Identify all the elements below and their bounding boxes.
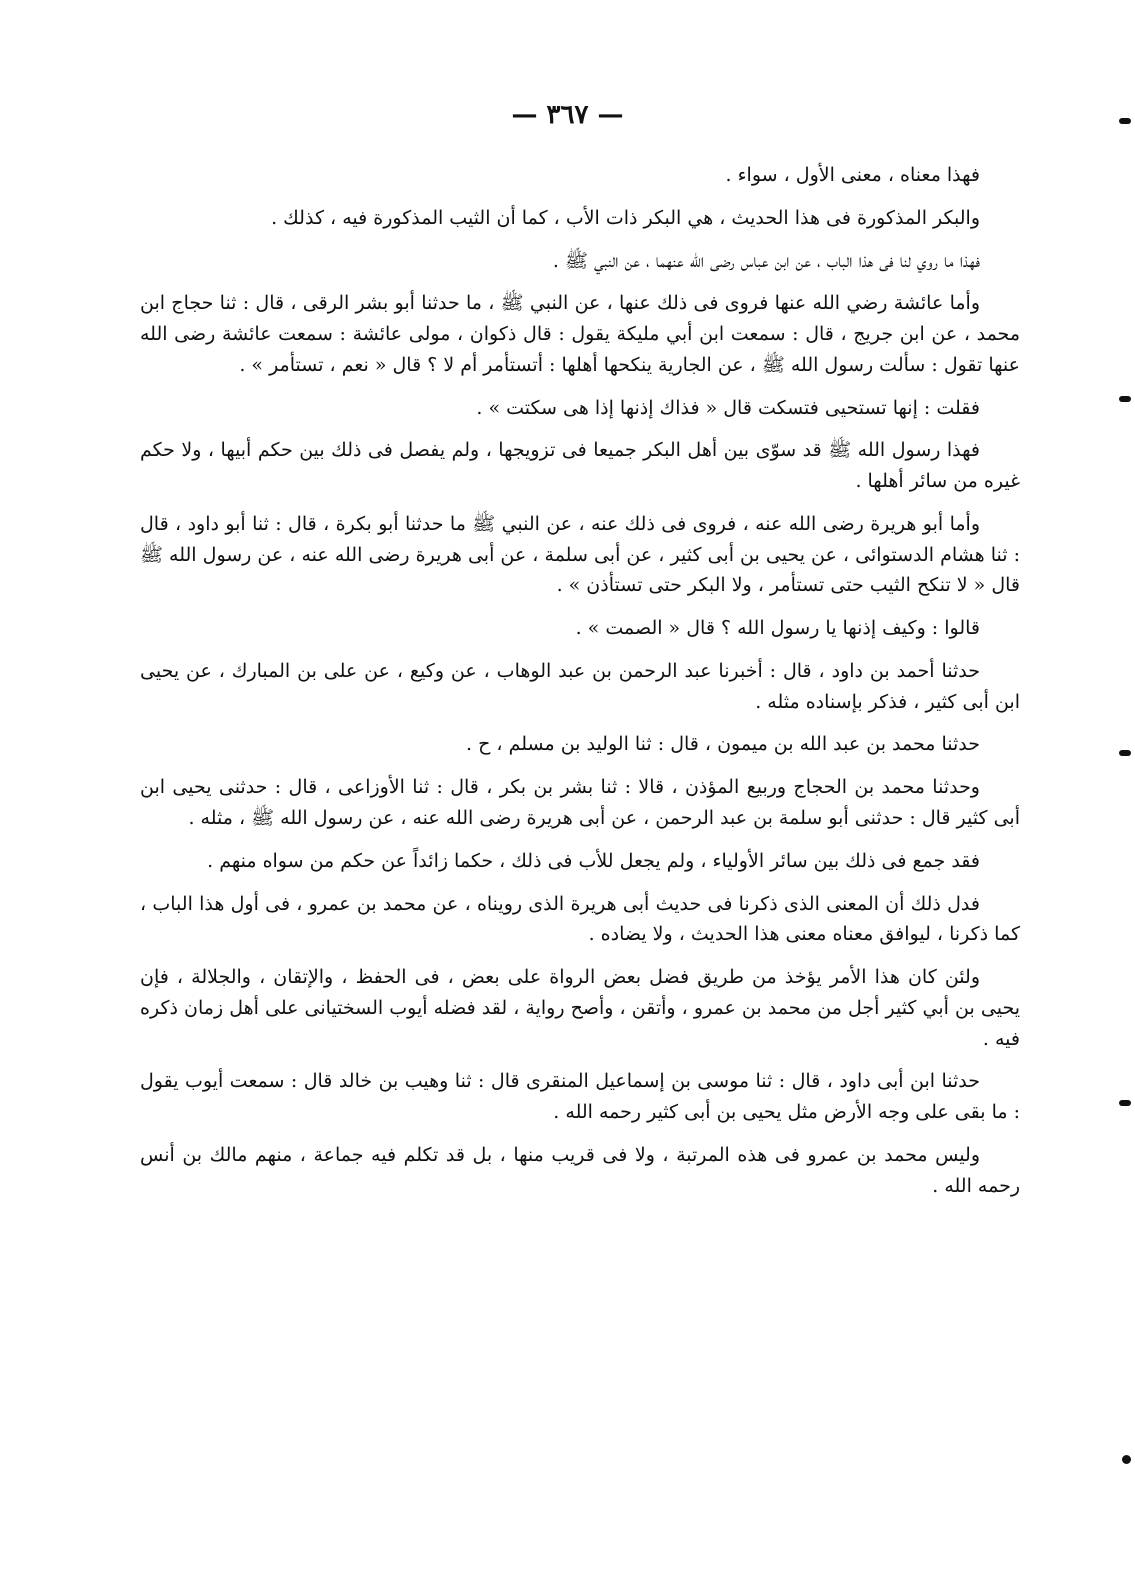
paragraph: حدثنا ابن أبى داود ، قال : ثنا موسى بن إسماعيل المنقرى قال : ثنا وهيب بن خالد قال : سمعت أيوب يقول : ما بقى على وجه الأرض مثل يحيى بن أبى كثير رحمه الله . [140, 1070, 1020, 1124]
paragraph: فقد جمع فى ذلك بين سائر الأولياء ، ولم يجعل للأب فى ذلك ، حكما زائداً عن حكم من سواه منهم . [207, 849, 980, 872]
paragraph: قالوا : وكيف إذنها يا رسول الله ؟ قال « الصمت » . [575, 617, 980, 640]
paragraph: فهذا رسول الله ﷺ قد سوّى بين أهل البكر جميعا فى تزويجها ، ولم يفصل فى ذلك بين حكم أبيها ، ولا حكم غيره من سائر أهلها . [140, 439, 1020, 493]
paragraph: وأما أبو هريرة رضى الله عنه ، فروى فى ذلك عنه ، عن النبي ﷺ ما حدثنا أبو بكرة ، قال : ثنا أبو داود ، قال : ثنا هشام الدستوائى ، عن يحيى بن أبى كثير ، عن أبى سلمة ، عن أبى هريرة رضى الله عنه ، عن رسول الله ﷺ قال « لا تنكح الثيب حتى تستأمر ، ولا البكر حتى تستأذن » . [140, 512, 1020, 597]
paragraph: حدثنا أحمد بن داود ، قال : أخبرنا عبد الرحمن بن عبد الوهاب ، عن وكيع ، عن على بن المبارك ، عن يحيى ابن أبى كثير ، فذكر بإسناده مثله . [140, 659, 1020, 713]
paragraph: وليس محمد بن عمرو فى هذه المرتبة ، ولا فى قريب منها ، بل قد تكلم فيه جماعة ، منهم مالك بن أنس رحمه الله . [140, 1143, 1020, 1197]
paragraph: وحدثنا محمد بن الحجاج وربيع المؤذن ، قالا : ثنا بشر بن بكر ، قال : ثنا الأوزاعى ، قال : حدثنى يحيى ابن أبى كثير قال : حدثنى أبو سلمة بن عبد الرحمن ، عن أبى هريرة رضى الله عنه ، عن رسول الله ﷺ ، مثله . [140, 776, 1020, 830]
paragraph: فهذا ما روي لنا فى هذا الباب ، عن ابن عباس رضى الله عنهما ، عن النبي ﷺ . [552, 249, 980, 272]
margin-mark [1119, 396, 1131, 402]
margin-mark [1119, 750, 1131, 756]
paragraph: فدل ذلك أن المعنى الذى ذكرنا فى حديث أبى هريرة الذى رويناه ، عن محمد بن عمرو ، فى أول هذا الباب ، كما ذكرنا ، ليوافق معناه معنى هذا الحديث ، ولا يضاده . [140, 892, 1020, 946]
page-body [140, 160, 1020, 1211]
paragraph: فقلت : إنها تستحيى فتسكت قال « فذاك إذنها إذا هى سكتت » . [476, 396, 980, 419]
paragraph: ولئن كان هذا الأمر يؤخذ من طريق فضل بعض الرواة على بعض ، فى الحفظ ، والإتقان ، والجلالة ، فإن يحيى بن أبي كثير أجل من محمد بن عمرو ، وأتقن ، وأصح رواية ، لقد فضله أيوب السختيانى على أهل زمان ذكره فيه . [140, 966, 1020, 1050]
paragraph: حدثنا محمد بن عبد الله بن ميمون ، قال : ثنا الوليد بن مسلم ، ح . [466, 733, 980, 756]
margin-mark [1119, 1100, 1131, 1106]
paragraph: وأما عائشة رضي الله عنها فروى فى ذلك عنها ، عن النبي ﷺ ، ما حدثنا أبو بشر الرقى ، قال : ثنا حجاج ابن محمد ، عن ابن جريج ، قال : سمعت ابن أبي مليكة يقول : قال ذكوان ، مولى عائشة : سمعت عائشة رضى الله عنها تقول : سألت رسول الله ﷺ ، عن الجارية ينكحها أهلها : أتستأمر أم لا ؟ قال « نعم ، تستأمر » . [140, 292, 1020, 376]
paragraph: والبكر المذكورة فى هذا الحديث ، هي البكر ذات الأب ، كما أن الثيب المذكورة فيه ، كذلك . [271, 206, 980, 229]
paragraph: فهذا معناه ، معنى الأول ، سواء . [725, 164, 980, 186]
margin-mark [1122, 1455, 1131, 1464]
page-number: — ٣٦٧ — [511, 100, 624, 130]
margin-mark [1119, 118, 1131, 124]
